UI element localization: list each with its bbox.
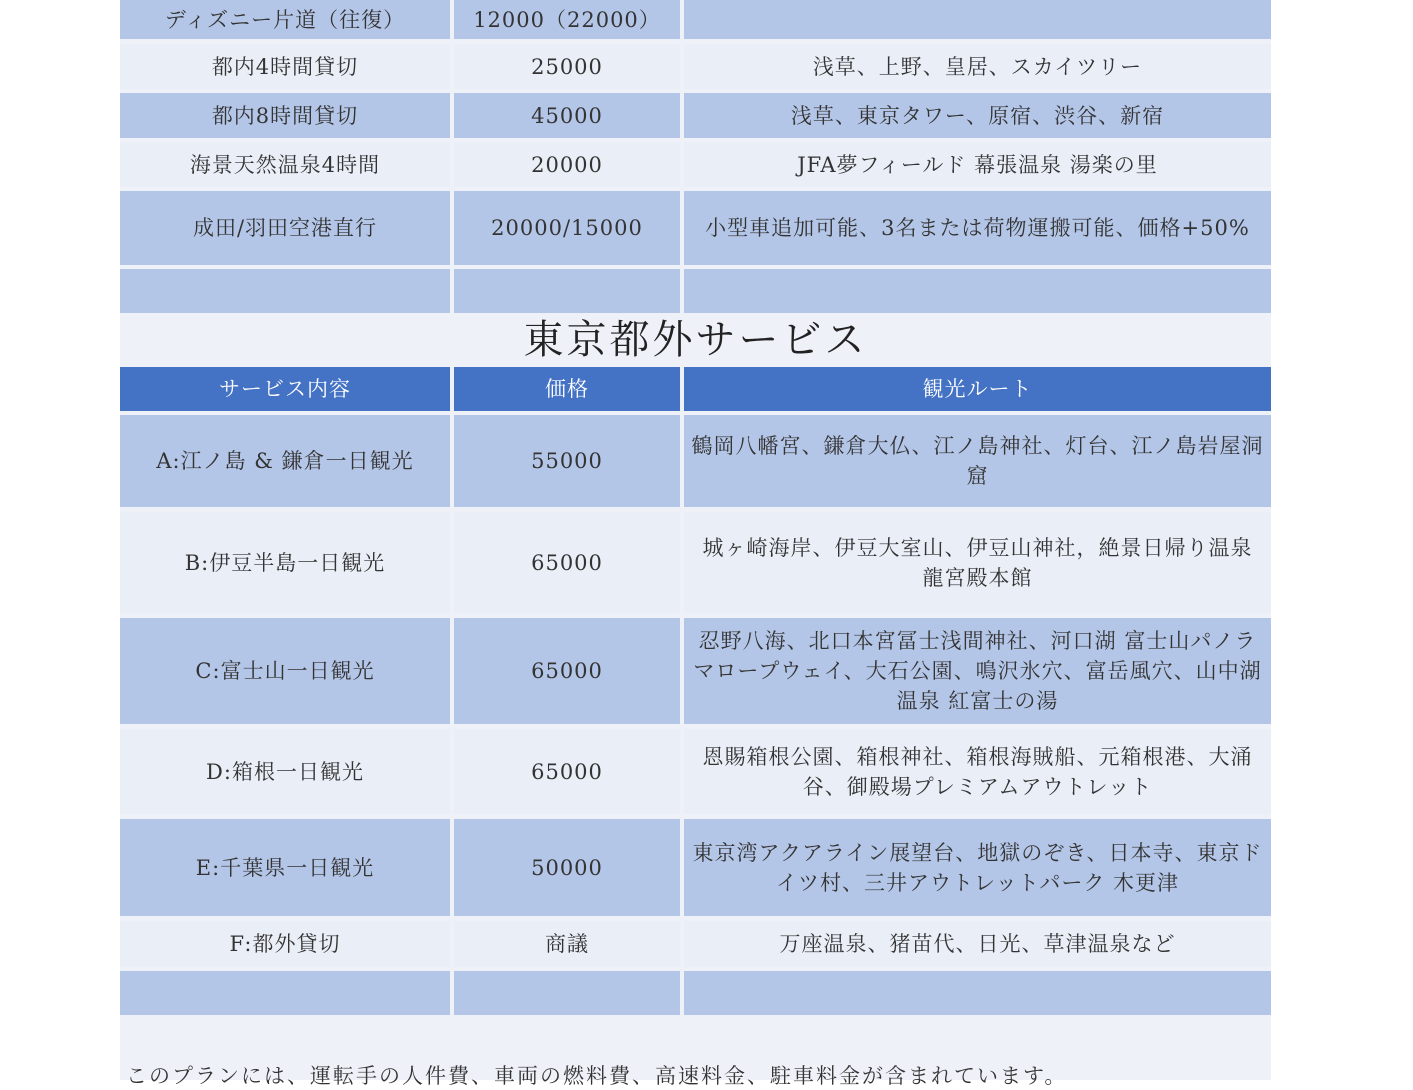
route-cell: 万座温泉、猪苗代、日光、草津温泉など bbox=[684, 921, 1271, 967]
table-row bbox=[120, 191, 1271, 265]
route-cell: 鶴岡八幡宮、鎌倉大仏、江ノ島神社、灯台、江ノ島岩屋洞窟 bbox=[684, 415, 1271, 507]
service-cell bbox=[120, 971, 450, 1015]
price-cell: 65000 bbox=[454, 729, 680, 814]
header-route: 観光ルート bbox=[684, 367, 1271, 411]
header-service: サービス内容 bbox=[120, 367, 450, 411]
service-cell: E:千葉県一日観光 bbox=[120, 819, 450, 916]
service-cell: ディズニー片道（往復） bbox=[120, 0, 450, 39]
service-cell: B:伊豆半島一日観光 bbox=[120, 512, 450, 613]
price-cell: 65000 bbox=[454, 512, 680, 613]
price-cell: 12000（22000） bbox=[454, 0, 680, 39]
price-cell bbox=[454, 971, 680, 1015]
table-row bbox=[120, 819, 1271, 916]
route-cell: 小型車追加可能、3名または荷物運搬可能、価格+50% bbox=[684, 191, 1271, 265]
service-cell: A:江ノ島 & 鎌倉一日観光 bbox=[120, 415, 450, 507]
route-cell: 忍野八海、北口本宮冨士浅間神社、河口湖 富士山パノラマロープウェイ、大石公園、鳴沢氷穴、富岳風穴、山中湖温泉 紅富士の湯 bbox=[684, 618, 1271, 724]
table-row bbox=[120, 142, 1271, 187]
service-cell: 海景天然温泉4時間 bbox=[120, 142, 450, 187]
service-cell: 都内8時間貸切 bbox=[120, 93, 450, 138]
route-cell: 東京湾アクアライン展望台、地獄のぞき、日本寺、東京ドイツ村、三井アウトレットパーク 木更津 bbox=[684, 819, 1271, 916]
footer-note: このプランには、運転手の人件費、車両の燃料費、高速料金、駐車料金が含まれています。 bbox=[126, 1064, 1068, 1088]
table-header-row bbox=[120, 367, 1271, 411]
route-cell bbox=[684, 0, 1271, 39]
table-row bbox=[120, 512, 1271, 613]
service-cell: 都内4時間貸切 bbox=[120, 44, 450, 89]
price-cell: 65000 bbox=[454, 618, 680, 724]
price-cell: 20000 bbox=[454, 142, 680, 187]
service-cell: 成田/羽田空港直行 bbox=[120, 191, 450, 265]
service-cell: D:箱根一日観光 bbox=[120, 729, 450, 814]
price-cell bbox=[454, 269, 680, 313]
table-row bbox=[120, 0, 1271, 39]
table-row bbox=[120, 44, 1271, 89]
service-cell bbox=[120, 269, 450, 313]
route-cell: 浅草、東京タワー、原宿、渋谷、新宿 bbox=[684, 93, 1271, 138]
price-cell: 55000 bbox=[454, 415, 680, 507]
header-price: 価格 bbox=[454, 367, 680, 411]
route-cell: 浅草、上野、皇居、スカイツリー bbox=[684, 44, 1271, 89]
route-cell bbox=[684, 971, 1271, 1015]
table-row bbox=[120, 269, 1271, 313]
route-cell: 恩賜箱根公園、箱根神社、箱根海賊船、元箱根港、大涌谷、御殿場プレミアムアウトレット bbox=[684, 729, 1271, 814]
service-cell: C:富士山一日観光 bbox=[120, 618, 450, 724]
service-cell: F:都外貸切 bbox=[120, 921, 450, 967]
section-title: 東京都外サービス bbox=[523, 317, 868, 363]
price-cell: 50000 bbox=[454, 819, 680, 916]
table-row bbox=[120, 415, 1271, 507]
route-cell: 城ヶ崎海岸、伊豆大室山、伊豆山神社，絶景日帰り温泉 龍宮殿本館 bbox=[684, 512, 1271, 613]
price-cell: 商議 bbox=[454, 921, 680, 967]
price-cell: 25000 bbox=[454, 44, 680, 89]
table-row bbox=[120, 729, 1271, 814]
route-cell: JFA夢フィールド 幕張温泉 湯楽の里 bbox=[684, 142, 1271, 187]
table-row bbox=[120, 921, 1271, 967]
route-cell bbox=[684, 269, 1271, 313]
table-row bbox=[120, 93, 1271, 138]
price-cell: 20000/15000 bbox=[454, 191, 680, 265]
table-row bbox=[120, 618, 1271, 724]
price-cell: 45000 bbox=[454, 93, 680, 138]
table-row bbox=[120, 971, 1271, 1015]
